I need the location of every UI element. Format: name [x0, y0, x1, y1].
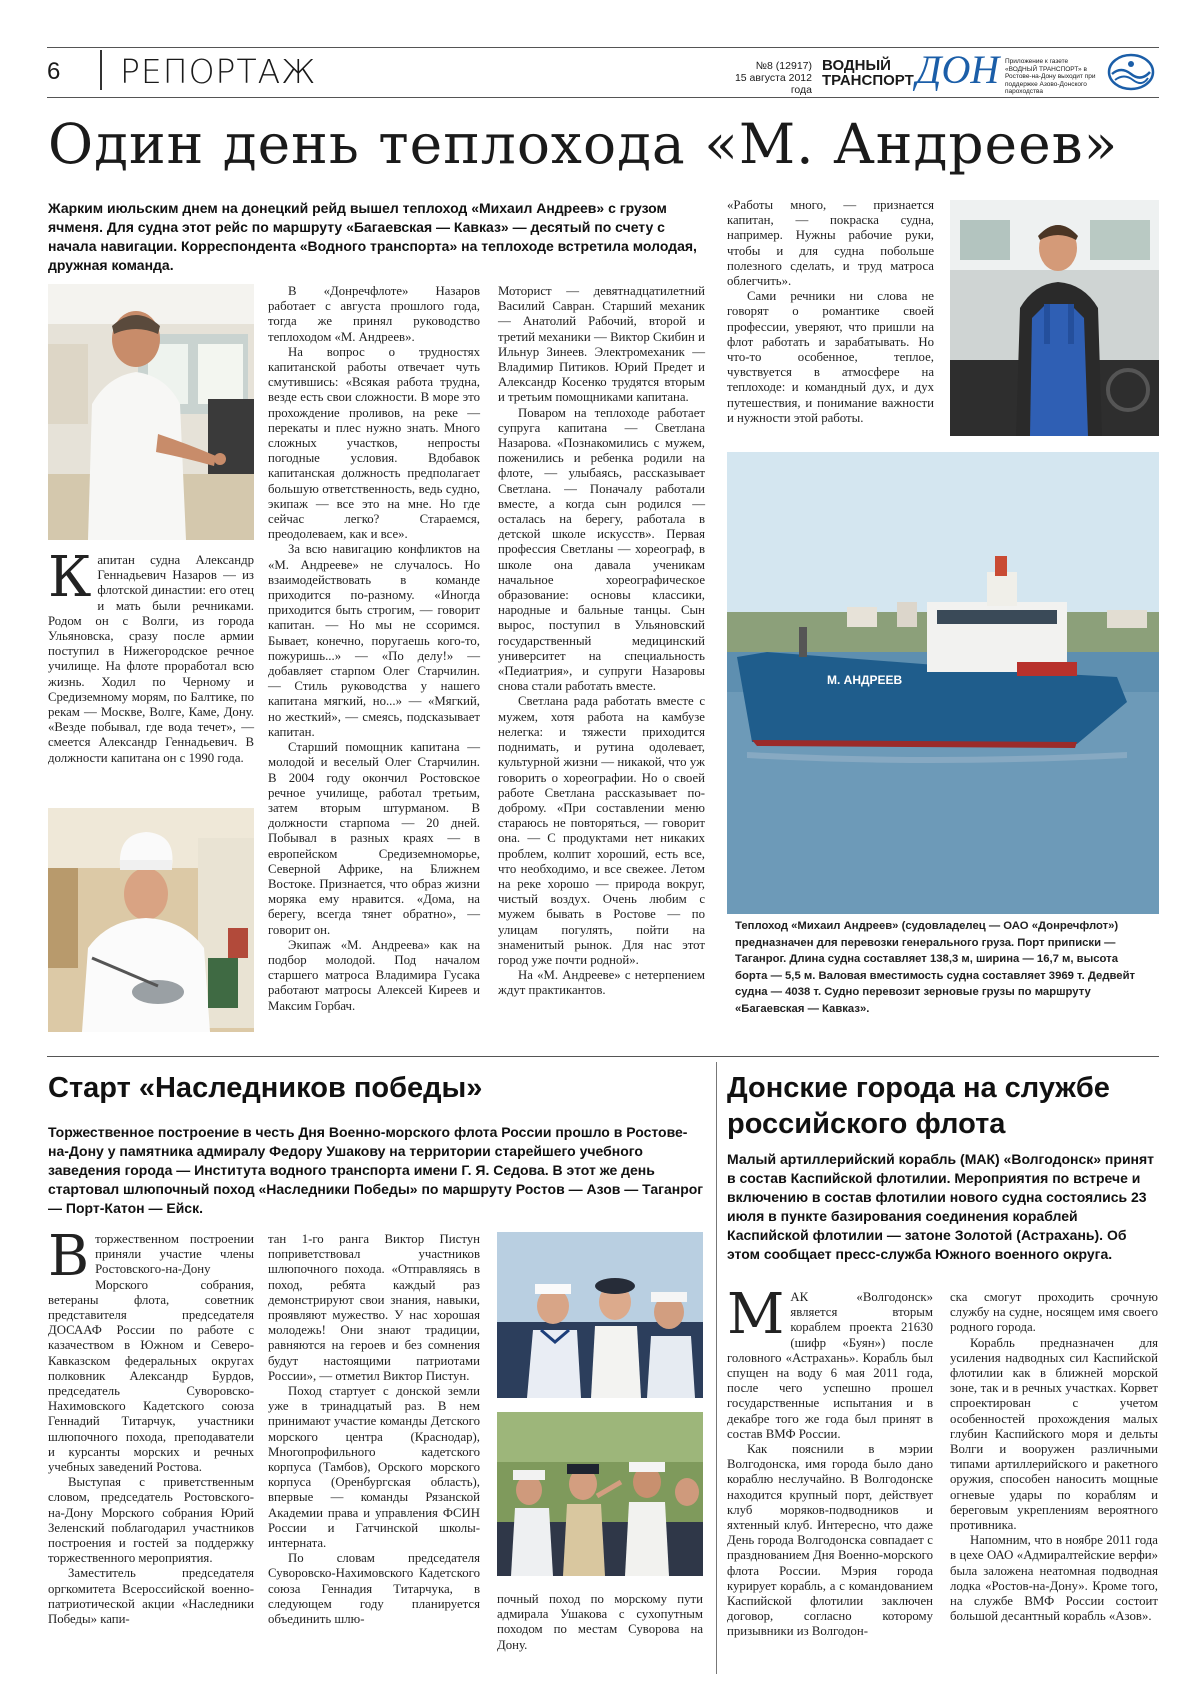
article3-col1: [727, 1282, 933, 1640]
logo-icon: [1106, 52, 1156, 92]
article-lead: Жарким июльским днем на донецкий рейд вышел теплоход «Михаил Андреев» с грузом ячменя. Для судна этот рейс по маршруту «Багаевская — Кавказ» — десятый по счету с начала навигации. Корреспондента «Водного транспорта» на теплоходе встретила молодая, дружная команда.: [48, 200, 697, 273]
section-title: РЕПОРТАЖ: [120, 52, 317, 91]
paragraph: Старший помощник капитана — молодой и веселый Олег Старчилин. В 2004 году окончил Ростовское речное училище, работал третьим, затем вторым штурманом. В должности старпома — 20 дней. Побывал в разных краях — в европейском Средиземноморье, Северной Африке, на Ближнем Востоке. Признается, что образ жизни моряка ему нравится. «Дома, на берегу, всегда тянет обратно», — говорит он.: [268, 740, 480, 937]
paragraph: тан 1-го ранга Виктор Пистун поприветствовал участников шлюпочного похода. «Отправляясь в поход, ребята каждый раз демонстрируют свои знания, навыки, проявляют мужество. У нас хорошая молодежь! Они знают традиции, равняются на героев и без сомнения будут настоящими патриотами России», — отметил Виктор Пистун.: [268, 1232, 480, 1383]
paragraph: «Работы много, — признается капитан, — покраска судна, например. Нужны рабочие руки, чтобы и для судна побольше полезного сделать, и труд матроса облегчить».: [727, 198, 934, 289]
issue-info: [720, 60, 812, 96]
paragraph: Светлана рада работать вместе с мужем, хотя работа на камбузе нелегка: и тяжести приходится поднимать, и рутина одолевает, культурной жизни — никакой, что уж говорить о хореографии. Но о своей работе Светлана рассказывает по-доброму. «При составлении меню стараюсь не повторяться, — говорит она. — С продуктами нет никаких проблем, колпит хороший, есть все, что необходимо, и все свежее. Летом на реке хорошо — природа вокруг, чистый воздух. Очень любим с мужем бывать в Ростове — по улицам погулять, пойти на знаменитый рынок. Для нас этот город уже почти родной».: [498, 694, 705, 967]
paragraph: почный поход по морскому пути адмирала Ушакова с сухопутным походом по местам Суворова на Дону.: [497, 1592, 703, 1652]
article3-lead: Малый артиллерийский корабль (МАК) «Волгодонск» принят в состав Каспийской флотилии. Мероприятия по встрече и включению в состав флотилии нового судна состоялись 23 июля в пункте базирования соединения кораблей Каспийской флотилии — затоне Золотой (Астрахань). Об этом сообщает пресс-служба Южного военного округа.: [727, 1151, 1155, 1262]
paragraph: Моторист — девятнадцатилетний Василий Савран. Старший механик — Анатолий Рабочий, второй и третий механики — Виктор Скибин и Ильнур Зинеев. Электромеханик — Владимир Питиков. Юрий Предет и Александр Косенко трудятся вторым и третьим помощниками капитана.: [498, 284, 705, 405]
ship-photo: [727, 452, 1159, 914]
masthead: [822, 58, 914, 88]
paragraph: Экипаж «М. Андреева» как на подбор молодой. Под началом старшего матроса Владимира Гусака работают матросы Алексей Киреев и Максим Горбач.: [268, 937, 480, 1013]
col1-text: торжественном построении приняли участие члены Ростовского-на-Дону Морского собрания, ветераны флота, советник представителя председателя ДОСААФ России по работе с казачеством в Южном и Северо-Кавказском федеральных округах полковник Александр Бурдов, председатель Суворовско-Нахимовского Кадетского союза Геннадий Титарчук, участники шлюпочного похода, преподаватели и курсанты морских и речных учебных заведений Ростова.: [48, 1232, 254, 1475]
paragraph: Корабль предназначен для усиления надводных сил Каспийской флотилии как в ближней морской зоне, так и в речных участках. Корвет спроектирован с учетом особенностей прохождения малых глубин Каспийского моря и дельты Волги и вооружен различными типами артиллерийского и ракетного оружия, способен наносить мощные огневые удары по кораблям и береговым укреплениям вероятного противника.: [950, 1335, 1158, 1533]
paragraph: Поваром на теплоходе работает супруга капитана — Светлана Назарова. «Познакомились с мужем, поженились и ребенка родили на флоте, — улыбаясь, рассказывает Светлана. — Поначалу работали вместе, а когда сын родился — осталась на берегу, работала в детской школе искусств». Первая профессия Светланы — хореограф, в школе она давала ученикам начальное хореографическое образование: основы классики, народные и бальные танцы. Сын вырос, поступил в Ульяновский государственный медицинский университет на специальность «Педиатрия», и супруги Назаровы снова стали работать вместе.: [498, 405, 705, 694]
ship-caption: Теплоход «Михаил Андреев» (судовладелец — ОАО «Донречфлот») предназначен для перевозки генерального груза. Порт приписки — Таганрог. Длина судна составляет 138,3 м, ширина — 16,7 м, высота борта — 5,5 м. Валовая вместимость судна составляет 3969 т. Дедвейт судна — 4038 т. Судно перевозит зерновые грузы по маршруту «Багаевская — Кавказ».: [735, 920, 1136, 1015]
cadets-photo: [497, 1232, 703, 1398]
dropcap: К: [48, 545, 92, 610]
ceremony-photo: [497, 1412, 703, 1576]
paragraph: Поход стартует с донской земли уже в тринадцатый раз. В нем принимают участие команды Детского морского центра (Краснодар), Многопрофильного кадетского корпуса (Тамбов), Орского морского корпуса (Оренбургская область), впервые — команды Рязанской Академии права и управления ФСИН России и Гатчинской школы-интерната.: [268, 1384, 480, 1551]
paragraph: Выступая с приветственным словом, председатель Ростовского-на-Дону Морского собрания Юрий Зеленский поблагодарил участников построения и гостей за поддержку торжественного мероприятия.: [48, 1475, 254, 1566]
header-bottom-rule: [47, 97, 1159, 98]
col1-text: апитан судна Александр Геннадьевич Назаров — из флотской династии: его отец и мать были речниками. Родом он с Волги, из города Ульяновска, сразу после армии поступил в Нижегородское речное училище. На флоте проработал всю жизнь. Ходил по Черному и Средиземному морям, по Балтике, по рекам — Москве, Волге, Каме, Дону. «Везде побывал, где вода течет», — смеется Александр Геннадьевич. В должности капитана он с 1990 года.: [48, 553, 254, 765]
captain-photo: [48, 284, 254, 540]
issue-date: 15 августа 2012 года: [734, 72, 812, 96]
dropcap: В: [48, 1224, 90, 1289]
article2-col1: [48, 1224, 254, 1627]
paragraph: Сами речники ни слова не говорят о романтике своей профессии, уверяют, что пришли на флот работать и зарабатывать. Но что-то особенное, теплое, чувствуется в атмосфере на теплоходе: и командный дух, и дух путешествия, и понимание важности и нужности этой работы.: [727, 289, 934, 425]
paragraph: На вопрос о трудностях капитанской работы отвечает чуть смутившись: «Всякая работа трудна, везде есть свои сложности. В море это прохождение проливов, на реке — перекаты и плес нужно знать. Много сложных участков, непросты погодные условия. Вдобавок капитанская должность предполагает большую ответственность, ведь судно, экипаж — все это на мне. Но где сейчас легко? Стараемся, преодолеваем, как и все».: [268, 344, 480, 542]
paragraph: Как пояснили в мэрии Волгодонска, имя города было дано кораблю неслучайно. В Волгодонске находится крупный порт, действует клуб моряков-подводников и яхтенный клуб. Интересно, что даже День города Волгодонска совпадает с празднованием Дня Военно-морского флота России. Мэрия города курирует корабль, а с командованием Каспийской флотилии заключен договор, согласно которому призывники из Волгодон-: [727, 1442, 933, 1639]
paragraph: ска смогут проходить срочную службу на судне, носящем имя своего родного города.: [950, 1290, 1158, 1335]
paragraph: На «М. Андрееве» с нетерпением ждут практикантов.: [498, 968, 705, 998]
masthead-line2: ТРАНСПОРТ: [822, 72, 914, 89]
article1-col2: [268, 284, 480, 1014]
header-divider: [100, 50, 102, 90]
dropcap: М: [727, 1282, 785, 1347]
article2-col2: [268, 1232, 480, 1627]
paragraph: За всю навигацию конфликтов на «М. Андрееве» не случалось. Но взаимодействовать в команде приходится по-разному. «Иногда приходится быть строгим, — говорит капитан. — Но мы не ссоримся. Бывает, конечно, поругаешь кого-то, пожуришь...» — «По делу!» — добавляет старпом Олег Старчилин. — Стиль руководства у нашего капитана мягкий, но...» — «Мягкий, но жесткий», — смеясь, подсказывает капитан.: [268, 542, 480, 739]
masthead-line1: ВОДНЫЙ: [822, 57, 891, 74]
masthead-note: Приложение к газете «ВОДНЫЙ ТРАНСПОРТ» в Ростове-на-Дону выходит при поддержке Азово-Донского пароходства: [1005, 58, 1096, 95]
article2-col3: [497, 1592, 703, 1653]
article3-title: Донские города на службе российского флота: [727, 1072, 1110, 1140]
paragraph: Заместитель председателя оргкомитета Всероссийской военно-патриотической акции «Наследники Победы» капи-: [48, 1566, 254, 1627]
article1-col1: [48, 545, 254, 766]
column-divider: [716, 1062, 717, 1674]
paragraph: По словам председателя Суворовско-Нахимовского Кадетского союза Геннадия Титарчука, в следующем году планируется объединить шлю-: [268, 1551, 480, 1627]
paragraph: Напомним, что в ноябре 2011 года в цехе ОАО «Адмиралтейские верфи» была заложена неатомная подводная лодка «Ростов-на-Дону». Кроме того, на службе ВМФ России состоит большой десантный корабль «Азов».: [950, 1533, 1158, 1624]
cook-photo: [48, 808, 254, 1032]
section-rule: [47, 1056, 1159, 1057]
col1-text: АК «Волгодонск» является вторым кораблем проекта 21630 (шифр «Буян») после головного «Астрахань». Корабль был спущен на воду 6 мая 2011 года, после чего успешно прошел государственные испытания и в декабре того же года был принят в состав ВМФ России.: [727, 1290, 933, 1441]
article2-lead: Торжественное построение в честь Дня Военно-морского флота России прошло в Ростове-на-Дону у памятника адмиралу Федору Ушакову на территории старейшего учебного заведения города — Института водного транспорта имени Г. Я. Седова. В этот же день стартовал шлюпочный поход «Наследники Победы» по маршруту Ростов — Азов — Таганрог — Порт-Катон — Ейск.: [48, 1124, 704, 1216]
article-title: Один день теплохода «М. Андреев»: [48, 112, 1119, 176]
masthead-don: ДОН: [916, 47, 1000, 92]
paragraph: В «Донречфлоте» Назаров работает с августа прошлого года, тогда же принял руководство теплоходом «М. Андреев».: [268, 284, 480, 344]
sailor-photo: [950, 200, 1159, 436]
page-number: 6: [47, 58, 61, 85]
article1-col4: [727, 198, 934, 426]
article1-col3: [498, 284, 705, 999]
ship-hull-name: М. АНДРЕЕВ: [827, 673, 903, 687]
article2-title: Старт «Наследников победы»: [48, 1072, 483, 1104]
issue-number: №8 (12917): [755, 60, 812, 72]
article3-col2: [950, 1290, 1158, 1624]
